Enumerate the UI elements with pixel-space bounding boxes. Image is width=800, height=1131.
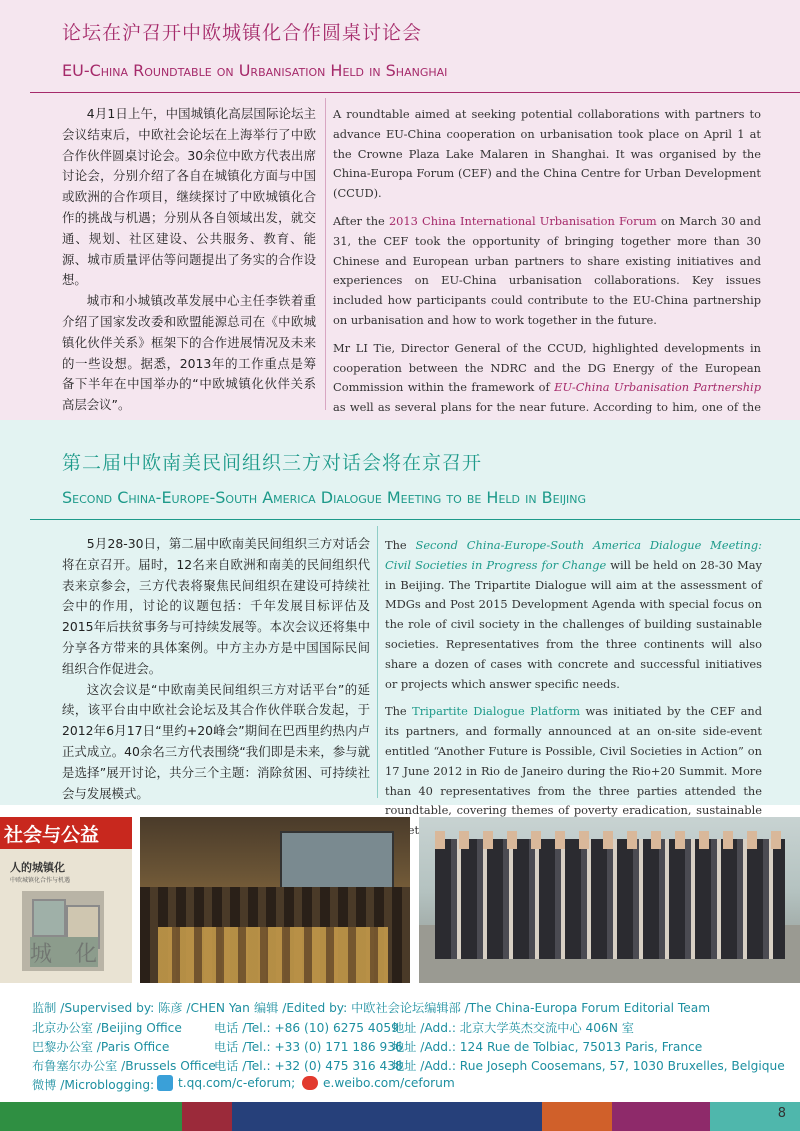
magazine-cover-image — [0, 817, 132, 983]
section1-cn-column — [62, 104, 316, 416]
tripartite-platform-link[interactable]: Tripartite Dialogue Platform — [412, 704, 581, 719]
section2-cn-paragraph: 5月28-30日，第二届中欧南美民间组织三方对话会将在京召开。届时，12名来自欧洲和南美的民间组织代表来京参会，三方代表将聚焦民间组织在建设可持续社会中的作用，讨论的议题包括：千年发展目标评估及2015年后扶贫事务与可持续发展等。本次会议还将集中分享各方带来的具体案例。中方主办方是中国国际民间组织合作促进会。 — [62, 536, 370, 676]
footer-stripe-purple — [612, 1102, 710, 1131]
section1-title-cn: 论坛在沪召开中欧城镇化合作圆桌讨论会 — [62, 22, 423, 44]
section1-cn-paragraph: 城市和小城镇改革发展中心主任李铁着重介绍了国家发改委和欧盟能源总司在《中欧城镇化伙伴关系》框架下的合作进展情况及未来的一些设想。据悉，2013年的工作重点是筹备下半年在中国举办的“中欧城镇化伙伴关系高层会议”。 — [62, 293, 316, 413]
weibo-icon — [302, 1076, 318, 1090]
conference-hall-photo — [140, 817, 410, 983]
section2-cn-paragraph: 这次会议是“中欧南美民间组织三方对话平台”的延续，该平台由中欧社会论坛及其合作伙伴联合发起，于2012年6月17日“里约+20峰会”期间在巴西里约热内卢正式成立。40余名三方代表围绕“我们即是未来，参与就是选择”展开讨论，共分三个主题：消除贫困、可持续社会与发展模式。 — [62, 681, 370, 801]
page-number: 8 — [777, 1106, 786, 1121]
section1-title-en: EU-China Roundtable on Urbanisation Held in Shanghai — [62, 61, 448, 80]
section2-title-cn: 第二届中欧南美民间组织三方对话会将在京召开 — [62, 452, 483, 474]
partnership-link[interactable]: EU-China Urbanisation Partnership — [554, 380, 761, 395]
weibo-link[interactable]: e.weibo.com/ceforum — [323, 1076, 455, 1090]
footer-stripe-green — [0, 1102, 182, 1131]
footer-supervised: 监制 /Supervised by: 陈彦 /CHEN Yan — [32, 1001, 250, 1015]
magazine-big-chars: 城 化 — [30, 942, 105, 967]
section-roundtable — [0, 0, 800, 420]
section1-en-paragraph: A roundtable aimed at seeking potential collaborations with partners to advance EU-China cooperation on urbanisation took place on April 1 at the Crowne Plaza Lake Malaren in Shanghai. It was organised by the China-Europa Forum (CEF) and the China Centre for Urban Development (CCUD). — [333, 107, 761, 201]
urbanisation-forum-link[interactable]: 2013 China International Urbanisation Forum — [388, 213, 657, 228]
section1-en-paragraph: After the 2013 China International Urbanisation Forum on March 30 and 31, the CEF took the opportunity of bringing together more than 30 Chinese and European urban partners to share existing initiatives and experiences on EU-China urbanisation collaborations. Key issues included how participants could contribute to the EU-China partnership on urbanisation and how to work together in the future. — [333, 213, 761, 327]
footer-stripe-teal — [710, 1102, 800, 1131]
magazine-subtitle: 人的城镇化 — [10, 861, 65, 874]
magazine-tagline: 中欧城镇化合作与机遇 — [10, 877, 71, 884]
section1-en-paragraph: Mr LI Tie, Director General of the CCUD, highlighted developments in cooperation between the NDRC and the DG Energy of the European Commission within the framework of EU-China Urbanisation Partnership as well as several plans for the near future. According to him, one of the — [333, 340, 761, 415]
section1-rule — [30, 92, 800, 93]
section2-en-paragraph: The Tripartite Dialogue Platform was initiated by the CEF and its partners, and formally announced at an on-site side-event entitled “Another Future is Possible, Civil Societies in Action” on 17 June 2012 in Rio de Janeiro during the Rio+20 Summit. More than 40 representatives from the three parties attended the roundtable, covering themes of poverty eradication, sustainable societies — [385, 704, 762, 838]
section2-en-paragraph: The Second China-Europe-South America Dialogue Meeting: Civil Societies in Progress for Change will be held on 28-30 May in Beijing. The Tripartite Dialogue will aim at the assessment of MDGs and Post 2015 Development Agenda with special focus on the role of civil society in the challenges of building sustainable societies. Representatives from the three continents will also share a dozen of cases with concrete and successful initiatives or projects which answer specific needs. — [385, 538, 762, 691]
footer-edited: 编辑 /Edited by: 中欧社会论坛编辑部 /The China-Europa Forum Editorial Team — [254, 1001, 711, 1015]
footer-stripe-navy — [232, 1102, 542, 1131]
section2-cn-column — [62, 534, 370, 804]
dialogue-meeting-link[interactable]: Second China-Europe-South America Dialogue Meeting: Civil Societies in Progress for Change — [385, 538, 762, 572]
section1-column-divider — [325, 98, 326, 410]
conference-screen — [280, 831, 394, 893]
footer-stripe-red — [182, 1102, 232, 1131]
section1-en-column — [333, 105, 761, 466]
qq-link[interactable]: t.qq.com/c-eforum; — [178, 1076, 296, 1090]
magazine-title: 社会与公益 — [4, 824, 100, 846]
qq-icon — [157, 1075, 173, 1091]
section1-cn-paragraph: 4月1日上午，中国城镇化高层国际论坛主会议结束后，中欧社会论坛在上海举行了中欧合作伙伴圆桌讨论会。30余位中欧方代表出席讨论会，分别介绍了各自在城镇化方面与中国或欧洲的合作项目，继续探讨了中欧城镇化合作的挑战与机遇；分别从各自领域出发，就交通、规划、社区建设、公共服务、教育、能源、城市质量评估等问题提出了务实的合作设想。 — [62, 106, 316, 288]
section2-en-column — [385, 536, 762, 849]
section2-title-en: Second China-Europe-South America Dialogue Meeting to be Held in Beijing — [62, 488, 587, 507]
group-photo — [419, 817, 800, 983]
section2-column-divider — [377, 526, 378, 798]
section2-rule — [30, 519, 800, 520]
footer-stripe-orange — [542, 1102, 612, 1131]
